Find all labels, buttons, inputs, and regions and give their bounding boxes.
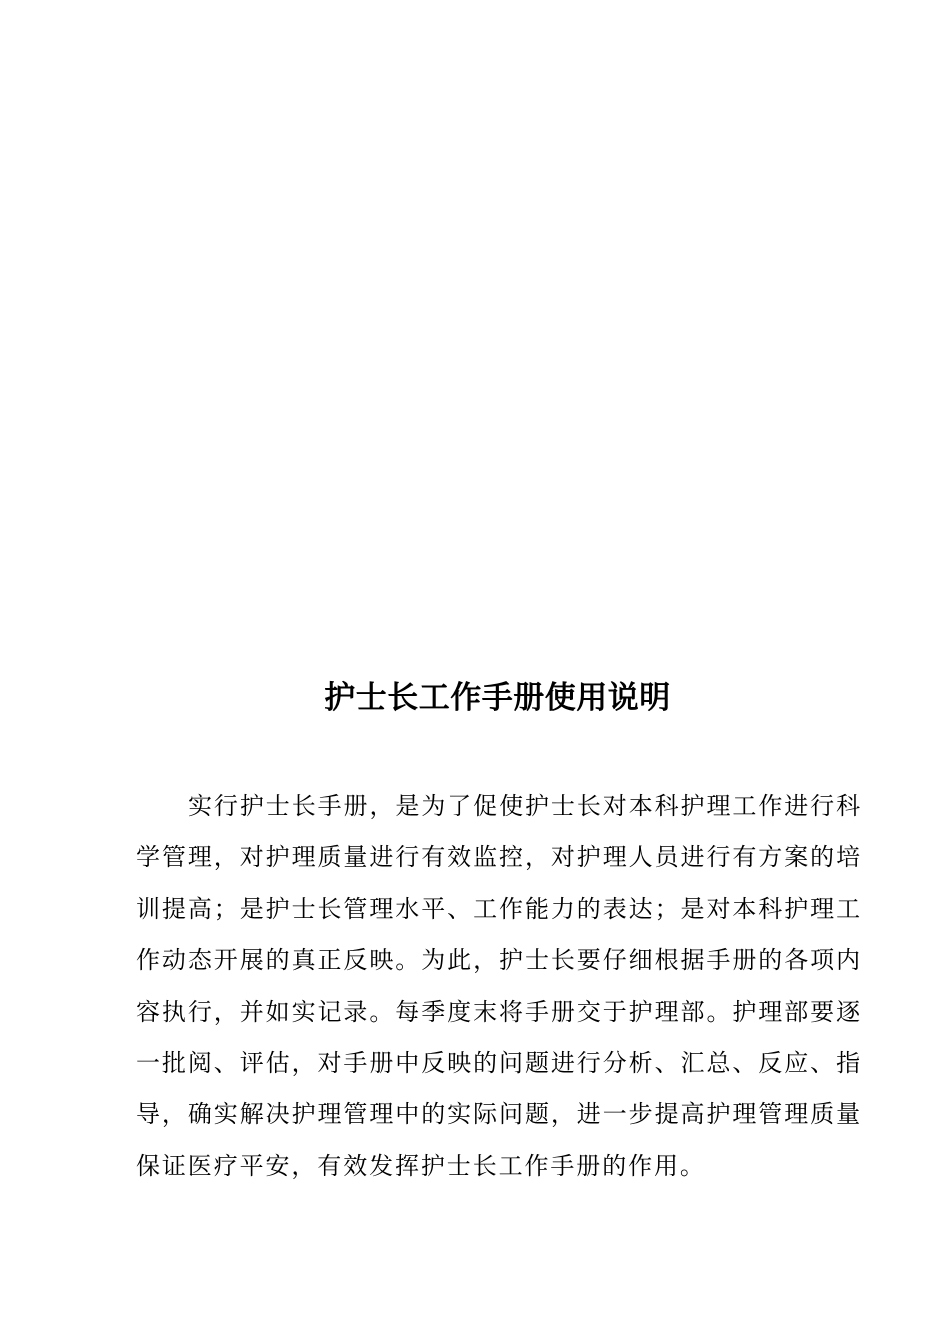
document-title: 护士长工作手册使用说明 — [324, 680, 671, 716]
body-paragraph: 实行护士长手册，是为了促使护士长对本科护理工作进行科学管理，对护理质量进行有效监控，对护理人员进行有方案的培训提高；是护士长管理水平、工作能力的表达；是对本科护理工作动态开展的真正反映。为此，护士长要仔细根据手册的各项内容执行，并如实记录。每季度末将手册交于护理部。护理部要逐一批阅、评估，对手册中反映的问题进行分析、汇总、反应、指导，确实解决护理管理中的实际问题，进一步提高护理管理质量保证医疗平安，有效发挥护士长工作手册的作用。 — [136, 792, 862, 1180]
